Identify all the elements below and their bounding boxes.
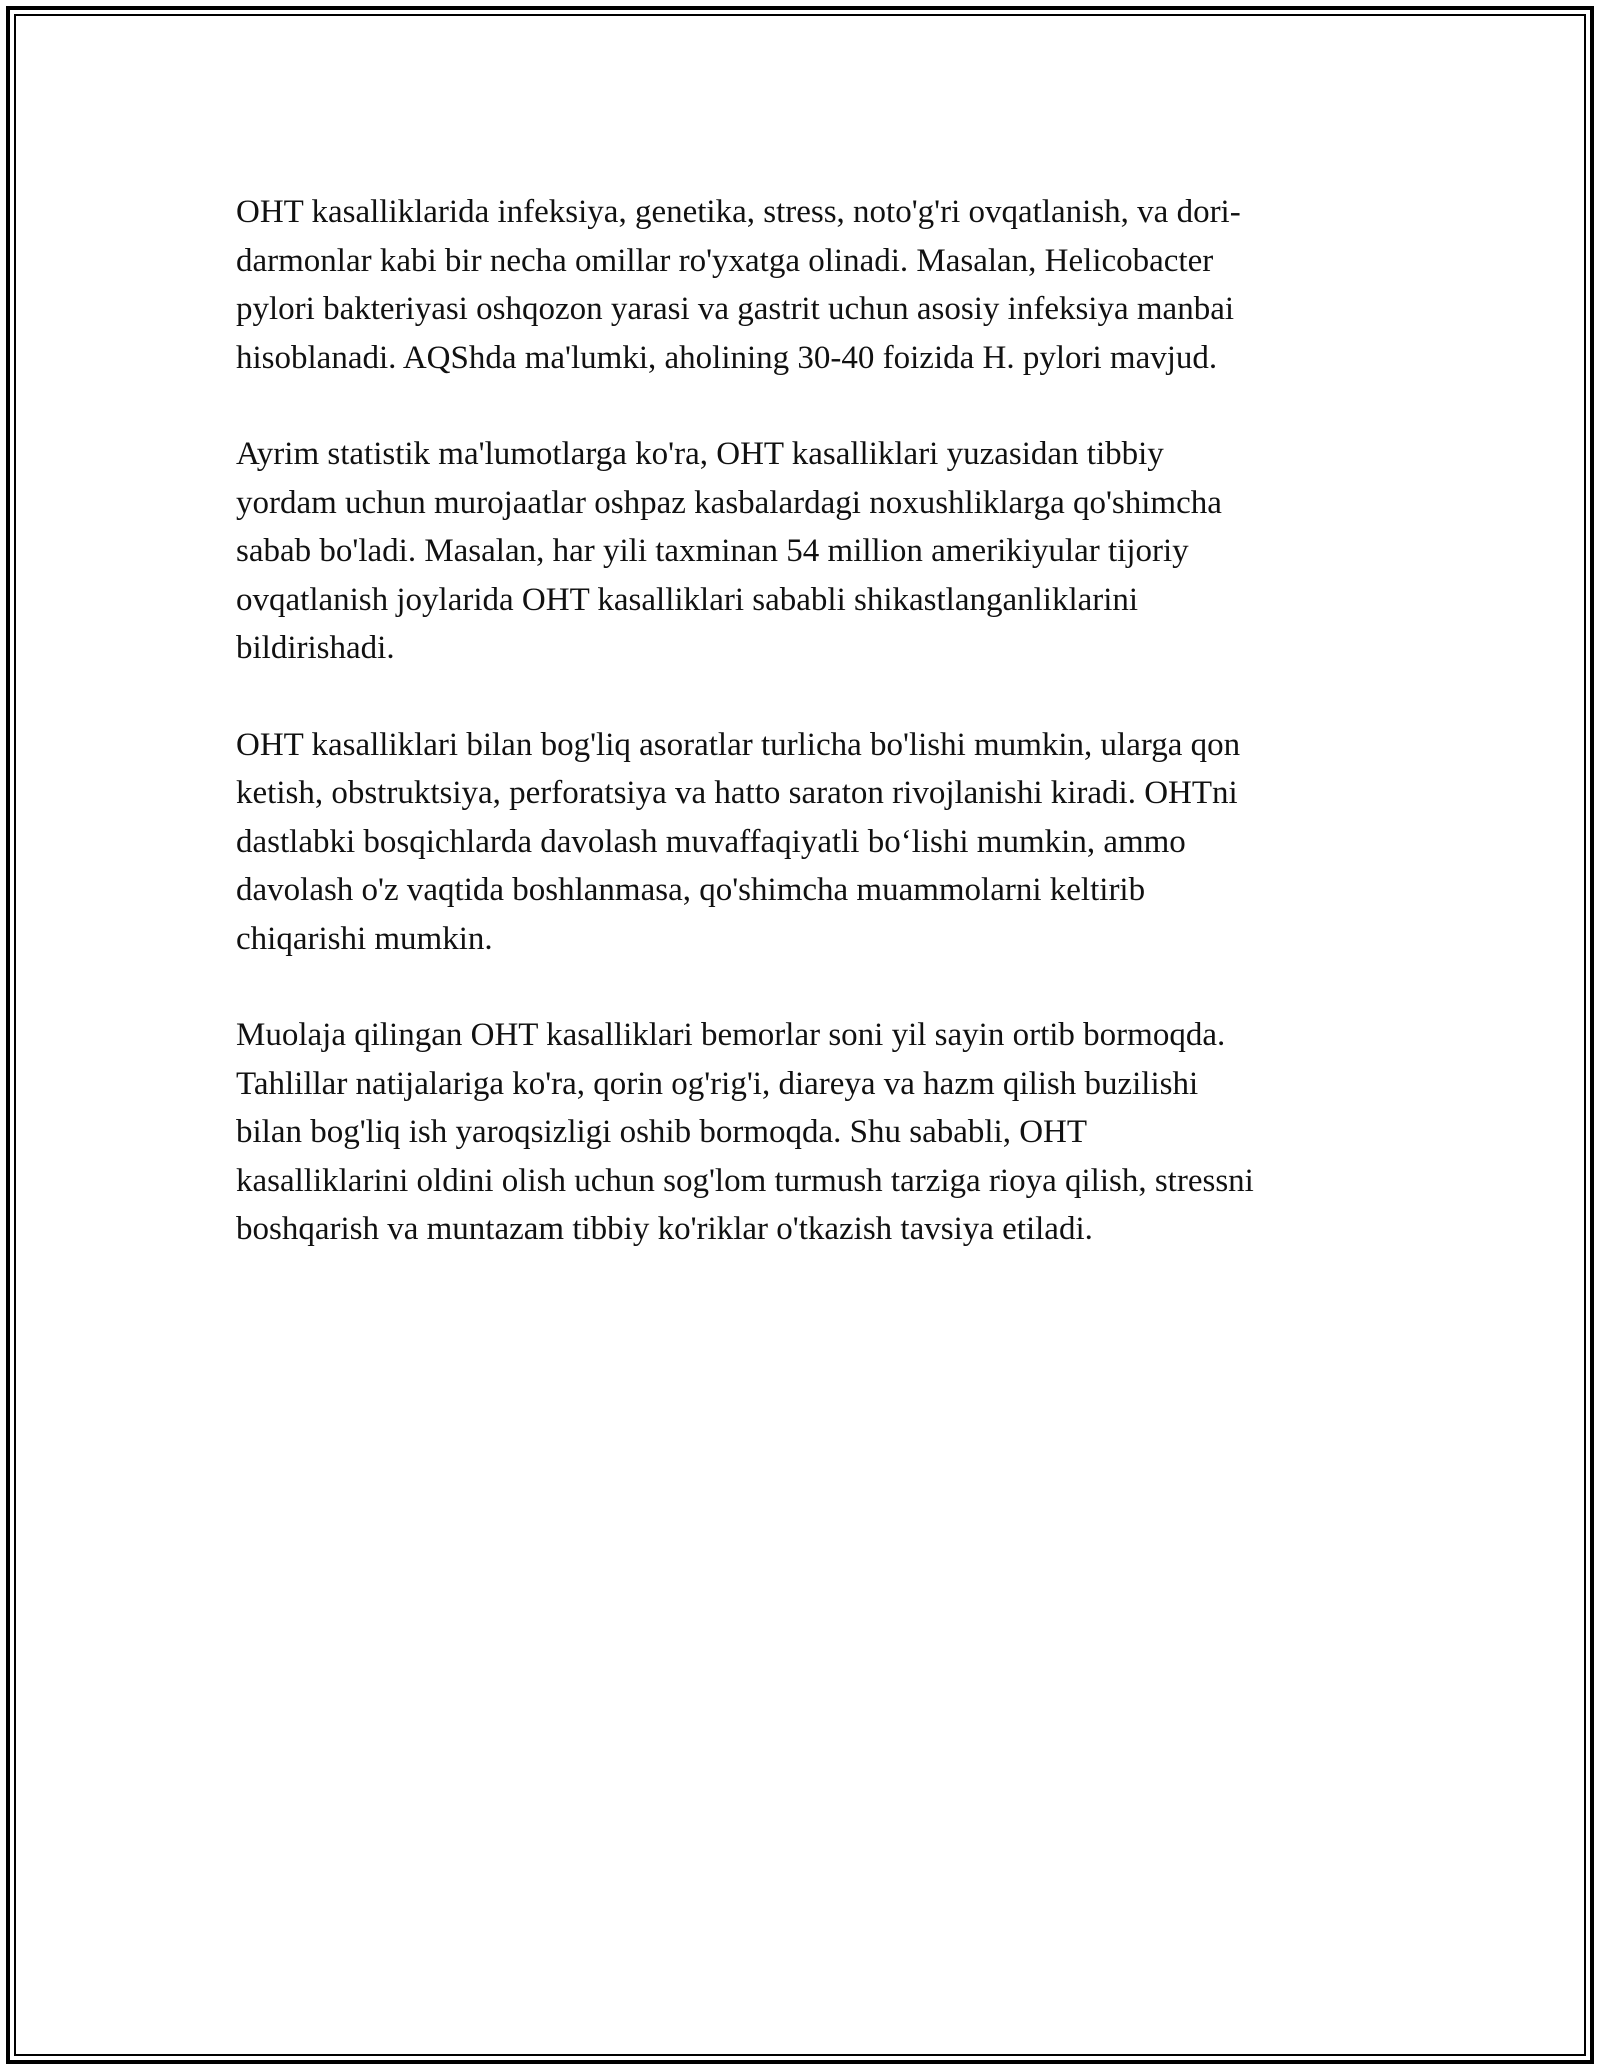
paragraph-4: Muolaja qilingan OHT kasalliklari bemorlar soni yil sayin ortib bormoqda. Tahlillar natijalariga ko'ra, qorin og'rig'i, diareya va hazm qilish buzilishi bilan bog'liq ish yaroqsizligi oshib bormoqda. Shu sababli, OHT kasalliklarini oldini olish uchun sog'lom turmush tarziga rioya qilish, stressni boshqarish va muntazam tibbiy ko'riklar o'tkazish tavsiya etiladi. xyxy=(236,1017,1254,1247)
document-body xyxy=(236,188,1376,1302)
paragraph-3: OHT kasalliklari bilan bog'liq asoratlar turlicha bo'lishi mumkin, ularga qon ketish, obstruktsiya, perforatsiya va hatto saraton rivojlanishi kiradi. OHTni dastlabki bosqichlarda davolash muvaffaqiyatli bo‘lishi mumkin, ammo davolash o'z vaqtida boshlanmasa, qo'shimcha muammolarni keltirib chiqarishi mumkin. xyxy=(236,726,1241,957)
paragraph-2: Ayrim statistik ma'lumotlarga ko'ra, OHT kasalliklari yuzasidan tibbiy yordam uchun murojaatlar oshpaz kasbalardagi noxushliklarga qo'shimcha sabab bo'ladi. Masalan, har yili taxminan 54 million amerikiyular tijoriy ovqatlanish joylarida OHT kasalliklari sababli shikastlanganliklarini bildirishadi. xyxy=(236,436,1222,666)
paragraph-1: OHT kasalliklarida infeksiya, genetika, stress, noto'g'ri ovqatlanish, va dori- darmonlar kabi bir necha omillar ro'yxatga olinadi. Masalan, Helicobacter pylori bakteriyasi oshqozon yarasi va gastrit uchun asosiy infeksiya manbai hisoblanadi. AQShda ma'lumki, aholining 30-40 foizida H. pylori mavjud. xyxy=(236,194,1241,376)
